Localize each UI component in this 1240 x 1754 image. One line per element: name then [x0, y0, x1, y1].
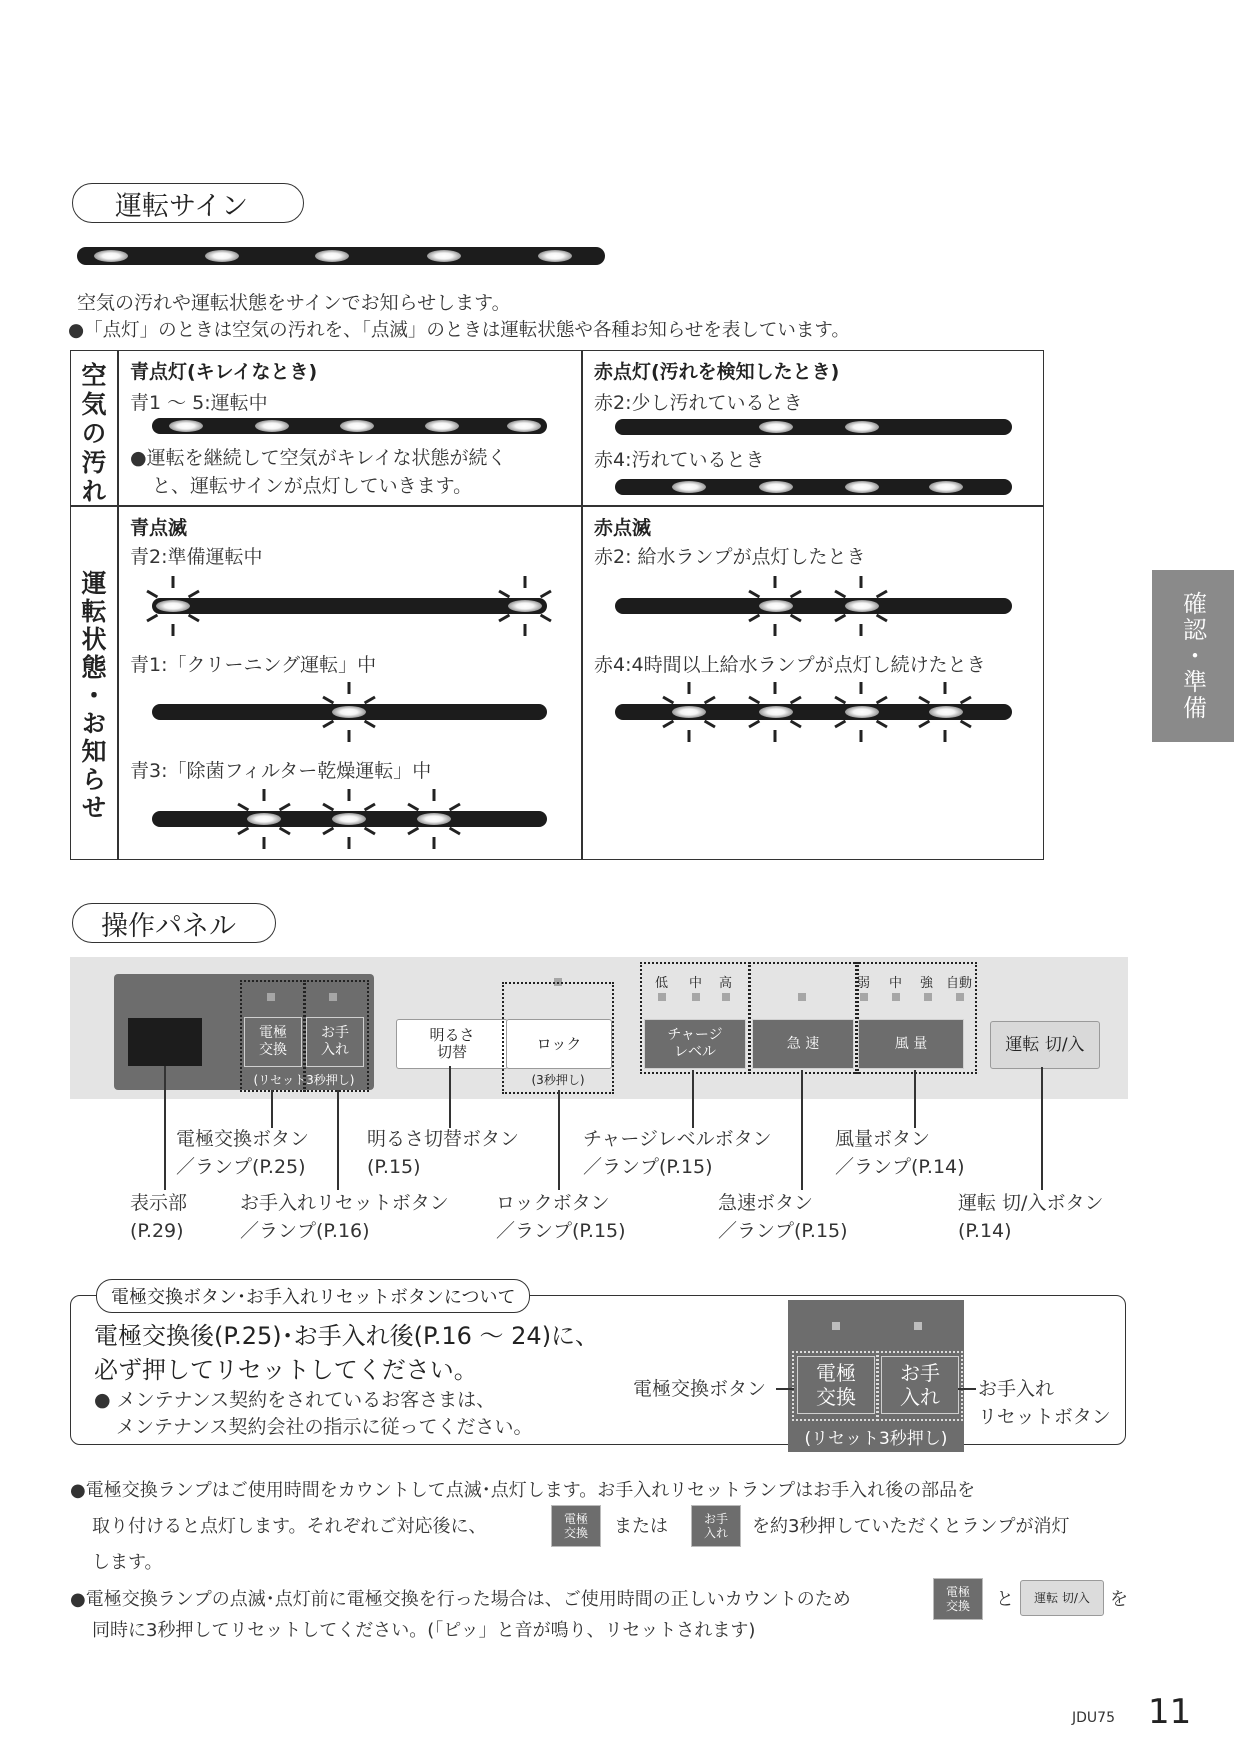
ray-stroke — [860, 682, 863, 694]
blink-rays — [831, 574, 891, 638]
ray-stroke — [834, 614, 846, 623]
ray-stroke — [748, 614, 760, 623]
about-electrode-label1: 電極 — [816, 1361, 856, 1385]
led — [672, 481, 706, 493]
charge-label1: チャージ — [667, 1027, 723, 1043]
about-electrode-frame — [792, 1351, 878, 1421]
inline-electrode-label2: 交換 — [563, 1526, 588, 1540]
ray-stroke — [524, 576, 527, 588]
inline-electrode-button-2 — [933, 1578, 983, 1620]
about-label-left: 電極交換ボタン — [633, 1378, 767, 1400]
red-on-strip-2 — [615, 419, 1012, 435]
blink-rays — [831, 680, 891, 744]
about-label-right-1: お手入れ — [978, 1378, 1055, 1400]
led — [759, 481, 793, 493]
ray-stroke — [748, 720, 760, 729]
led — [427, 250, 461, 262]
red-blink-1: 赤2: 給水ランプが点灯したとき — [594, 546, 866, 568]
red-blink-title: 赤点滅 — [594, 517, 652, 539]
ray-stroke — [790, 614, 802, 623]
ray-stroke — [146, 590, 158, 599]
section-title-signs — [72, 183, 304, 223]
electrode-button-label2: 交換 — [259, 1042, 287, 1058]
ray-stroke — [688, 730, 691, 742]
blue-blink-3: 青3:「除菌フィルター乾燥運転」中 — [130, 760, 432, 782]
fan-dashed-frame — [855, 962, 977, 1074]
ray-stroke — [322, 803, 334, 812]
callout-electrode — [176, 1125, 309, 1181]
ray-stroke — [237, 827, 249, 836]
charge-mid-label: 中 — [689, 976, 703, 991]
ray-stroke — [188, 614, 200, 623]
model-number: JDU75 — [1072, 1710, 1115, 1726]
ray-stroke — [364, 696, 376, 705]
ray-stroke — [876, 696, 888, 705]
table-vline-1 — [117, 350, 119, 860]
note2-line2: 同時に3秒押してリセットしてください。(「ピッ」と音が鳴り、リセットされます) — [92, 1620, 756, 1641]
ray-stroke — [433, 789, 436, 801]
ray-stroke — [279, 803, 291, 812]
callout-charge — [583, 1125, 772, 1181]
ray-stroke — [172, 624, 175, 636]
note1-line1: ●電極交換ランプはご使用時間をカウントして点滅･点灯します。お手入れリセットランプはお手入れ後の部品を — [70, 1480, 976, 1501]
inline2-electrode-label2: 交換 — [945, 1599, 970, 1613]
ray-stroke — [704, 720, 716, 729]
callout-care-1: お手入れリセットボタン — [240, 1192, 449, 1214]
blink-rays — [915, 680, 975, 744]
callout-line — [271, 1090, 273, 1128]
row-header-air: 空気の汚れ — [78, 362, 107, 507]
inline-electrode-label1: 電極 — [563, 1512, 588, 1526]
callout-line — [558, 1090, 560, 1190]
blue-blink-title: 青点滅 — [130, 517, 188, 539]
callout-charge-1: チャージレベルボタン — [583, 1128, 772, 1150]
ray-stroke — [960, 696, 972, 705]
rapid-dashed-frame — [749, 962, 859, 1074]
led — [205, 250, 239, 262]
ray-stroke — [876, 720, 888, 729]
side-tab — [1152, 570, 1234, 742]
ray-stroke — [449, 803, 461, 812]
note2-line1b: と — [996, 1589, 1014, 1610]
care-button-label2: 入れ — [321, 1042, 349, 1058]
led — [94, 250, 128, 262]
note2-line1c: を — [1110, 1589, 1128, 1610]
section-title-signs-text: 運転サイン — [115, 190, 249, 222]
ray-stroke — [449, 827, 461, 836]
table-hline — [70, 505, 1044, 507]
about-care-frame — [877, 1351, 963, 1421]
callout-line — [914, 1070, 916, 1128]
blink-rays — [745, 680, 805, 744]
red-on-1: 赤2:少し汚れているとき — [594, 392, 803, 414]
note1-line2c: を約3秒押していただくとランプが消灯 — [752, 1516, 1070, 1537]
callout-fan — [835, 1125, 965, 1181]
side-tab-label: 確認・準備 — [1178, 591, 1207, 721]
display-window — [128, 1018, 202, 1066]
note1-line2a: 取り付けると点灯します。それぞれご対応後に、 — [92, 1516, 487, 1537]
callout-electrode-1: 電極交換ボタン — [176, 1128, 310, 1150]
blink-rays — [495, 574, 555, 638]
red-blink-strip-2 — [615, 598, 1012, 614]
section-title-panel — [72, 903, 276, 943]
intro-note: ●「点灯」のときは空気の汚れを、「点滅」のときは運転状態や各種お知らせを表しています。 — [68, 320, 850, 341]
callout-electrode-2: ／ランプ(P.25) — [176, 1156, 306, 1178]
ray-stroke — [498, 614, 510, 623]
blink-rays — [659, 680, 719, 744]
callout-fan-2: ／ランプ(P.14) — [835, 1156, 965, 1178]
brightness-button[interactable] — [396, 1019, 508, 1069]
ray-stroke — [876, 614, 888, 623]
ray-stroke — [348, 682, 351, 694]
led — [538, 250, 572, 262]
intro-text: 空気の汚れや運転状態をサインでお知らせします。 — [77, 292, 511, 314]
led — [845, 421, 879, 433]
operation-sign-strip — [77, 247, 605, 265]
callout-line — [1041, 1067, 1043, 1190]
callout-display — [130, 1189, 187, 1245]
blink-rays — [143, 574, 203, 638]
callout-rapid — [718, 1189, 848, 1245]
note1-line3: します。 — [92, 1552, 163, 1573]
ray-stroke — [860, 576, 863, 588]
led — [169, 420, 203, 432]
callout-display-1: 表示部 — [130, 1192, 188, 1214]
blink-rays — [319, 680, 379, 744]
about-electrode-lamp — [832, 1322, 840, 1330]
about-main-2: 必ず押してリセットしてください。 — [94, 1356, 478, 1384]
inline-power-label: 運転 切/入 — [1034, 1590, 1090, 1605]
inline-care-button — [691, 1505, 741, 1547]
section-title-panel-text: 操作パネル — [101, 910, 236, 942]
about-note-1: ● メンテナンス契約をされているお客さまは、 — [94, 1389, 496, 1411]
ray-stroke — [860, 730, 863, 742]
led — [425, 420, 459, 432]
page-number: 11 — [1148, 1692, 1192, 1732]
ray-stroke — [237, 803, 249, 812]
inline-care-label1: お手 — [703, 1512, 728, 1526]
blue-on-note1: ●運転を継続して空気がキレイな状態が続く — [130, 447, 507, 469]
ray-stroke — [407, 827, 419, 836]
about-electrode-label2: 交換 — [816, 1385, 856, 1409]
callout-care — [240, 1189, 449, 1245]
row-header-status: 運転状態・お知らせ — [78, 570, 107, 822]
care-button-label1: お手 — [321, 1025, 349, 1041]
brightness-label2: 切替 — [436, 1043, 467, 1061]
callout-display-2: (P.29) — [130, 1220, 184, 1242]
ray-stroke — [704, 696, 716, 705]
callout-lock-2: ／ランプ(P.15) — [496, 1220, 626, 1242]
ray-stroke — [498, 590, 510, 599]
ray-stroke — [774, 730, 777, 742]
callout-line — [337, 1090, 339, 1190]
blink-rays — [745, 574, 805, 638]
about-care-lamp — [914, 1322, 922, 1330]
electrode-button-label1: 電極 — [259, 1025, 287, 1041]
callout-lock — [496, 1189, 626, 1245]
red-blink-2: 赤4:4時間以上給水ランプが点灯し続けたとき — [594, 654, 986, 676]
ray-stroke — [433, 837, 436, 849]
note1-line2b: または — [614, 1516, 668, 1537]
ray-stroke — [834, 720, 846, 729]
reset-hold-label: (リセット3秒押し) — [253, 1073, 355, 1087]
ray-stroke — [524, 624, 527, 636]
ray-stroke — [834, 590, 846, 599]
blink-rays — [319, 787, 379, 851]
blue-blink-1: 青2:準備運転中 — [130, 546, 263, 568]
power-button[interactable] — [990, 1021, 1100, 1069]
ray-stroke — [540, 614, 552, 623]
ray-stroke — [407, 803, 419, 812]
callout-care-2: ／ランプ(P.16) — [240, 1220, 370, 1242]
led — [759, 421, 793, 433]
rapid-label: 急 速 — [786, 1035, 820, 1052]
red-on-strip-4 — [615, 479, 1012, 495]
ray-stroke — [860, 624, 863, 636]
charge-label2: レベル — [674, 1044, 716, 1060]
callout-fan-1: 風量ボタン — [835, 1128, 931, 1150]
ray-stroke — [748, 590, 760, 599]
ray-stroke — [774, 576, 777, 588]
ray-stroke — [348, 730, 351, 742]
inline-care-label2: 入れ — [703, 1526, 728, 1540]
ray-stroke — [364, 720, 376, 729]
inline-electrode-button — [551, 1505, 601, 1547]
ray-stroke — [748, 696, 760, 705]
inline2-electrode-label1: 電極 — [945, 1585, 970, 1599]
blue-blink-strip-2 — [152, 598, 547, 614]
about-care-label2: 入れ — [900, 1385, 940, 1409]
ray-stroke — [322, 696, 334, 705]
callout-brightness — [367, 1125, 519, 1181]
power-label: 運転 切/入 — [1005, 1034, 1085, 1055]
callout-brightness-1: 明るさ切替ボタン — [367, 1128, 520, 1150]
ray-stroke — [774, 682, 777, 694]
ray-stroke — [944, 682, 947, 694]
blue-blink-2: 青1:「クリーニング運転」中 — [130, 654, 377, 676]
ray-stroke — [790, 696, 802, 705]
about-care-label1: お手 — [900, 1361, 940, 1385]
led — [340, 420, 374, 432]
ray-stroke — [146, 614, 158, 623]
blue-on-note2: と、運転サインが点灯していきます。 — [152, 475, 473, 497]
charge-low-label: 低 — [655, 976, 669, 991]
fan-auto-label: 自動 — [946, 976, 973, 991]
callout-line — [449, 1066, 451, 1128]
blue-on-title: 青点灯(キレイなとき) — [130, 361, 318, 383]
blue-on-strip — [152, 418, 547, 434]
blue-on-1: 青1 ～ 5:運転中 — [130, 392, 268, 414]
ray-stroke — [540, 590, 552, 599]
ray-stroke — [348, 789, 351, 801]
callout-line — [801, 1070, 803, 1190]
ray-stroke — [960, 720, 972, 729]
charge-high-label: 高 — [719, 976, 733, 991]
ray-stroke — [876, 590, 888, 599]
inline-power-button — [1020, 1580, 1104, 1616]
about-label-left-line — [776, 1388, 794, 1390]
about-reset-hold: (リセット3秒押し) — [804, 1429, 948, 1449]
ray-stroke — [322, 720, 334, 729]
ray-stroke — [918, 696, 930, 705]
red-on-2: 赤4:汚れているとき — [594, 449, 765, 471]
about-label-right-line — [958, 1388, 976, 1390]
ray-stroke — [172, 576, 175, 588]
ray-stroke — [834, 696, 846, 705]
ray-stroke — [279, 827, 291, 836]
ray-stroke — [364, 803, 376, 812]
ray-stroke — [944, 730, 947, 742]
callout-line — [692, 1070, 694, 1128]
fan-weak-label: 弱 — [857, 976, 871, 991]
ray-stroke — [263, 837, 266, 849]
charge-dashed-frame — [640, 962, 750, 1074]
brightness-label1: 明るさ — [429, 1026, 475, 1044]
about-note-2: メンテナンス契約会社の指示に従ってください。 — [116, 1416, 533, 1438]
about-label-right-2: リセットボタン — [978, 1406, 1111, 1428]
ray-stroke — [263, 789, 266, 801]
lock-label: ロック — [536, 1034, 582, 1053]
about-main-1: 電極交換後(P.25)･お手入れ後(P.16 ～ 24)に、 — [94, 1322, 600, 1350]
fan-label: 風 量 — [894, 1035, 928, 1052]
led — [315, 250, 349, 262]
callout-brightness-2: (P.15) — [367, 1156, 421, 1178]
callout-power-1: 運転 切/入ボタン — [958, 1192, 1104, 1214]
ray-stroke — [662, 720, 674, 729]
callout-rapid-2: ／ランプ(P.15) — [718, 1220, 848, 1242]
ray-stroke — [790, 720, 802, 729]
note2-line1a: ●電極交換ランプの点滅･点灯前に電極交換を行った場合は、ご使用時間の正しいカウントのため — [70, 1589, 851, 1610]
lock-hold-label: (3秒押し) — [531, 1073, 585, 1087]
table-vline-2 — [581, 350, 583, 860]
callout-charge-2: ／ランプ(P.15) — [583, 1156, 713, 1178]
blink-rays — [234, 787, 294, 851]
ray-stroke — [322, 827, 334, 836]
callout-power-2: (P.14) — [958, 1220, 1012, 1242]
callout-line — [164, 1066, 166, 1190]
ray-stroke — [662, 696, 674, 705]
led — [255, 420, 289, 432]
about-box-title — [96, 1279, 530, 1313]
red-on-title: 赤点灯(汚れを検知したとき) — [594, 361, 840, 383]
fan-mid-label: 中 — [889, 976, 903, 991]
blink-rays — [404, 787, 464, 851]
about-box-title-text: 電極交換ボタン･お手入れリセットボタンについて — [111, 1287, 516, 1308]
ray-stroke — [364, 827, 376, 836]
callout-power — [958, 1189, 1103, 1245]
callout-lock-1: ロックボタン — [496, 1192, 610, 1214]
callout-rapid-1: 急速ボタン — [718, 1192, 814, 1214]
led — [507, 420, 541, 432]
ray-stroke — [774, 624, 777, 636]
led — [845, 481, 879, 493]
ray-stroke — [188, 590, 200, 599]
ray-stroke — [688, 682, 691, 694]
ray-stroke — [790, 590, 802, 599]
ray-stroke — [918, 720, 930, 729]
ray-stroke — [348, 837, 351, 849]
fan-strong-label: 強 — [920, 976, 934, 991]
led — [929, 481, 963, 493]
